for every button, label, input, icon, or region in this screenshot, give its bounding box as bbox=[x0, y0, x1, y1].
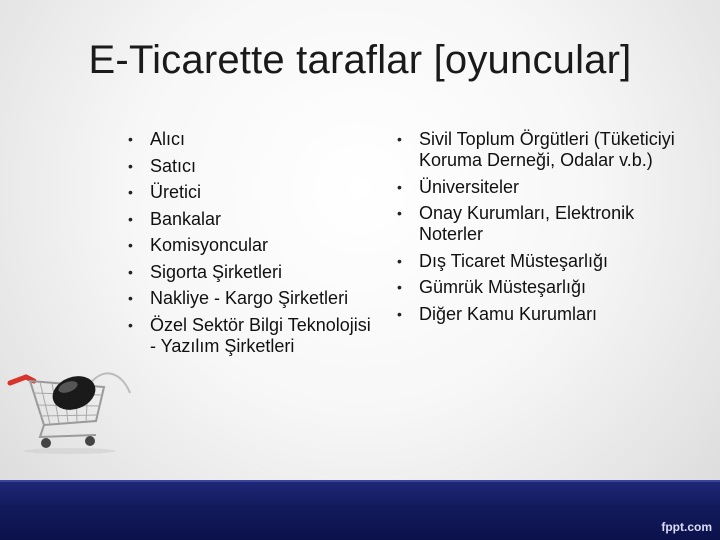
list-item: • Sigorta Şirketleri bbox=[128, 262, 378, 283]
list-item: • Komisyoncular bbox=[128, 235, 378, 256]
list-item: • Özel Sektör Bilgi Teknolojisi - Yazılım Şirketleri bbox=[128, 315, 378, 357]
list-item: • Alıcı bbox=[128, 129, 378, 150]
shopping-cart-mouse-icon bbox=[4, 355, 134, 455]
list-item: • Satıcı bbox=[128, 156, 378, 177]
list-item: • Üniversiteler bbox=[397, 177, 697, 198]
footer-logo: fppt.com bbox=[661, 520, 712, 534]
list-item: • Üretici bbox=[128, 182, 378, 203]
list-item: • Onay Kurumları, Elektronik Noterler bbox=[397, 203, 697, 245]
list-item: • Sivil Toplum Örgütleri (Tüketiciyi Koruma Derneği, Odalar v.b.) bbox=[397, 129, 697, 171]
right-bullet-list bbox=[397, 129, 697, 330]
list-item: • Nakliye - Kargo Şirketleri bbox=[128, 288, 378, 309]
list-item: • Diğer Kamu Kurumları bbox=[397, 304, 697, 325]
list-item: • Dış Ticaret Müsteşarlığı bbox=[397, 251, 697, 272]
slide-title: E-Ticarette taraflar [oyuncular] bbox=[88, 38, 632, 82]
left-bullet-list bbox=[128, 129, 378, 362]
list-item: • Bankalar bbox=[128, 209, 378, 230]
footer-bar bbox=[0, 480, 720, 540]
list-item: • Gümrük Müsteşarlığı bbox=[397, 277, 697, 298]
